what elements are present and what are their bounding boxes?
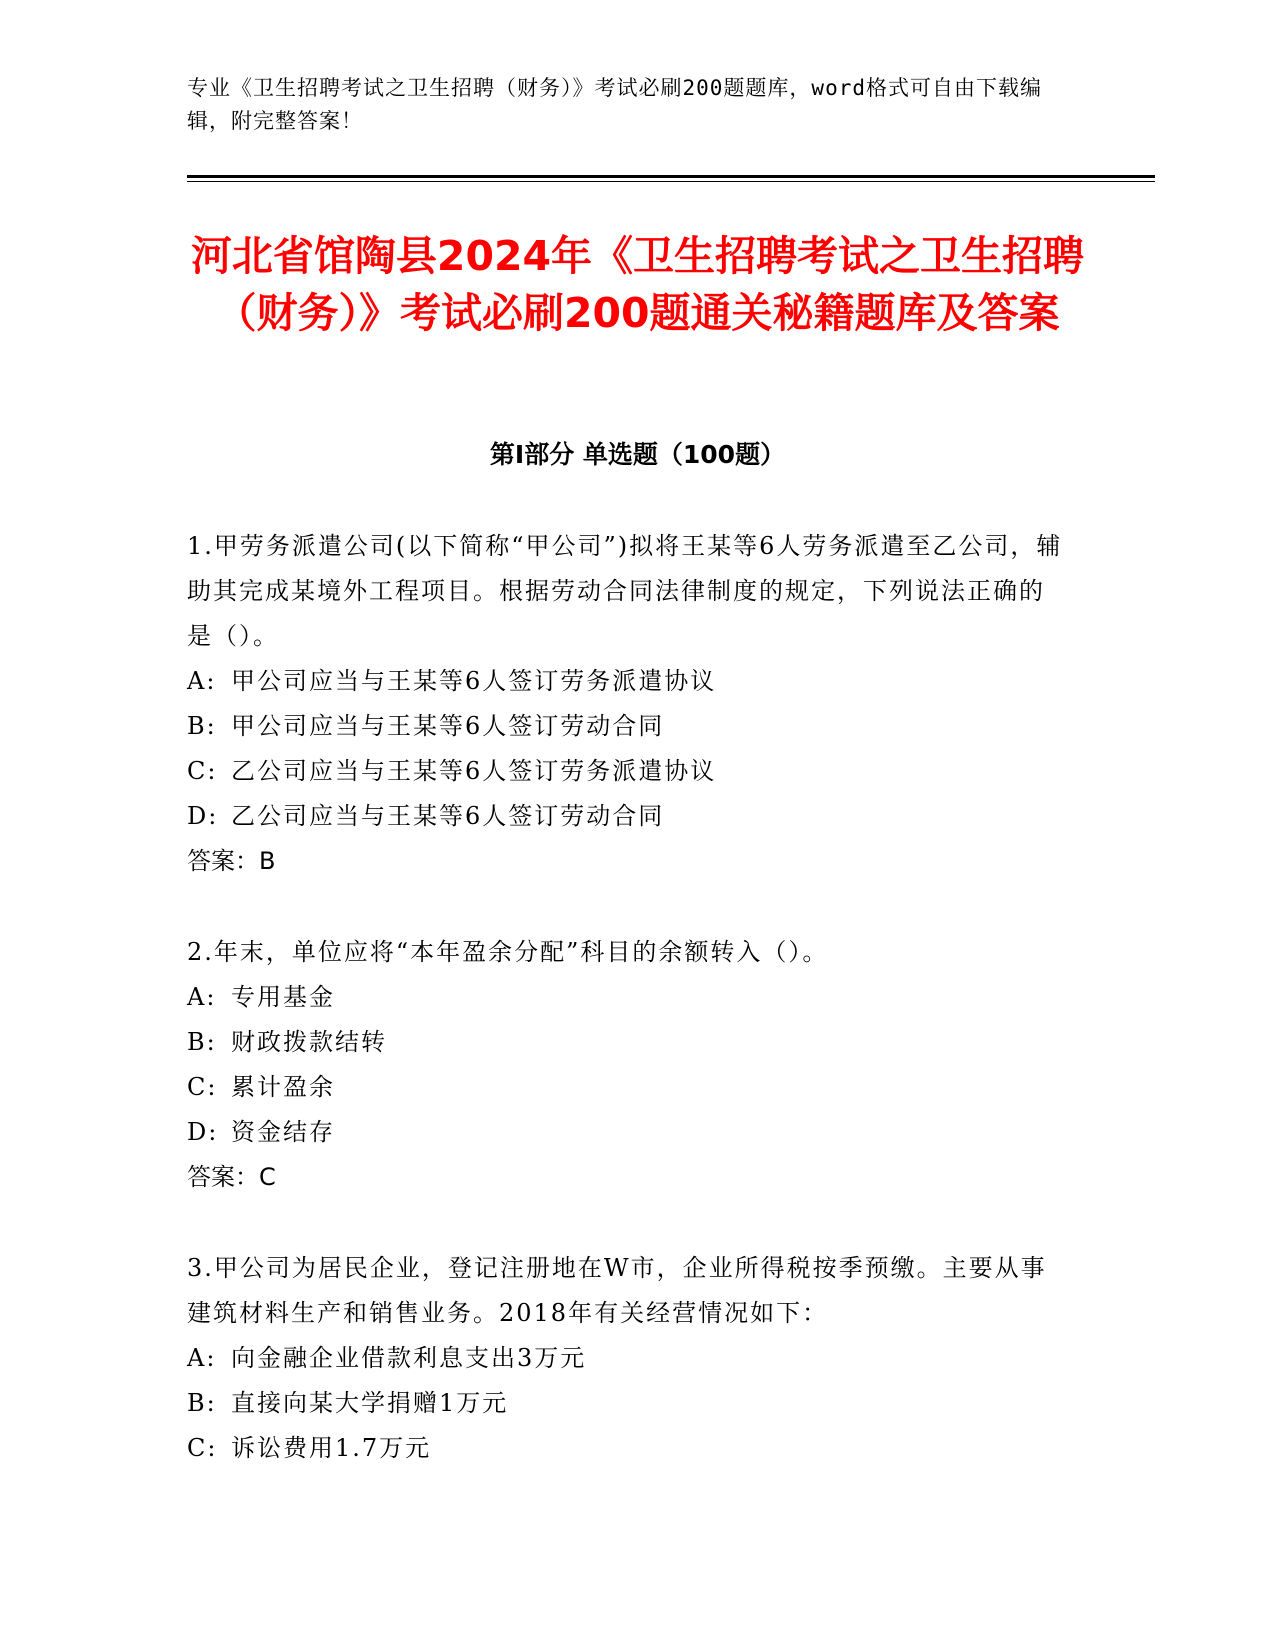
option-key: A: bbox=[187, 667, 217, 695]
option-text: 甲公司应当与王某等6人签订劳务派遣协议 bbox=[231, 667, 717, 695]
option-b bbox=[187, 704, 1067, 749]
option-key: B: bbox=[187, 1028, 217, 1056]
option-a bbox=[187, 1336, 1067, 1381]
option-a bbox=[187, 659, 1067, 704]
answer-label: 答案：C bbox=[187, 1163, 276, 1191]
option-text: 财政拨款结转 bbox=[231, 1028, 387, 1056]
option-text: 累计盈余 bbox=[231, 1073, 335, 1101]
option-key: B: bbox=[187, 712, 217, 740]
question-3 bbox=[187, 1246, 1067, 1471]
option-key: D: bbox=[187, 802, 219, 830]
option-a bbox=[187, 975, 1067, 1020]
question-stem: 3.甲公司为居民企业，登记注册地在W市，企业所得税按季预缴。主要从事建筑材料生产和销售业务。2018年有关经营情况如下： bbox=[187, 1254, 1047, 1327]
option-text: 向金融企业借款利息支出3万元 bbox=[231, 1344, 587, 1372]
section-heading: 第Ⅰ部分 单选题（100题） bbox=[489, 440, 786, 469]
answer-label: 答案：B bbox=[187, 847, 276, 875]
question-stem: 2.年末，单位应将“本年盈余分配”科目的余额转入（）。 bbox=[187, 938, 829, 966]
header-note: 专业《卫生招聘考试之卫生招聘（财务）》考试必刷200题题库，word格式可自由下载编辑，附完整答案！ bbox=[187, 76, 1042, 133]
option-key: C: bbox=[187, 1073, 218, 1101]
option-key: D: bbox=[187, 1118, 219, 1146]
option-text: 诉讼费用1.7万元 bbox=[231, 1434, 432, 1462]
option-key: C: bbox=[187, 757, 218, 785]
question-2 bbox=[187, 930, 1067, 1200]
option-key: C: bbox=[187, 1434, 218, 1462]
header-divider-thick bbox=[187, 175, 1155, 178]
option-d bbox=[187, 794, 1067, 839]
question-stem: 1.甲劳务派遣公司(以下简称“甲公司”)拟将王某等6人劳务派遣至乙公司，辅助其完成某境外工程项目。根据劳动合同法律制度的规定，下列说法正确的是（）。 bbox=[187, 532, 1063, 650]
option-text: 直接向某大学捐赠1万元 bbox=[231, 1389, 509, 1417]
question-list bbox=[187, 524, 1067, 1517]
option-c bbox=[187, 1065, 1067, 1110]
option-text: 专用基金 bbox=[231, 983, 335, 1011]
option-text: 乙公司应当与王某等6人签订劳动合同 bbox=[231, 802, 665, 830]
option-key: A: bbox=[187, 983, 217, 1011]
document-title: 河北省馆陶县2024年《卫生招聘考试之卫生招聘（财务）》考试必刷200题通关秘籍题库及答案 bbox=[190, 232, 1085, 337]
option-text: 甲公司应当与王某等6人签订劳动合同 bbox=[231, 712, 665, 740]
header-divider-thin bbox=[187, 181, 1155, 182]
question-1 bbox=[187, 524, 1067, 884]
option-key: B: bbox=[187, 1389, 217, 1417]
option-text: 资金结存 bbox=[231, 1118, 335, 1146]
option-c bbox=[187, 1426, 1067, 1471]
option-c bbox=[187, 749, 1067, 794]
option-key: A: bbox=[187, 1344, 217, 1372]
option-b bbox=[187, 1020, 1067, 1065]
option-b bbox=[187, 1381, 1067, 1426]
option-d bbox=[187, 1110, 1067, 1155]
option-text: 乙公司应当与王某等6人签订劳务派遣协议 bbox=[231, 757, 717, 785]
